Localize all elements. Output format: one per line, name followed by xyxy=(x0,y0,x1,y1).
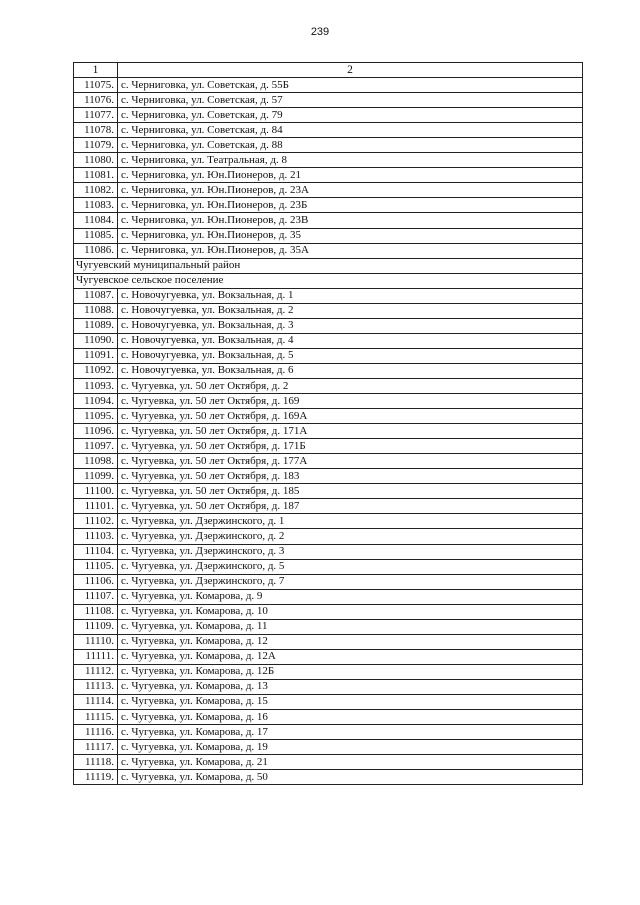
row-number: 11075. xyxy=(74,78,118,93)
row-address: с. Черниговка, ул. Советская, д. 55Б xyxy=(118,78,583,93)
table-row xyxy=(74,755,583,770)
table-row xyxy=(74,138,583,153)
row-address: с. Чугуевка, ул. Комарова, д. 19 xyxy=(118,740,583,755)
table-row xyxy=(74,710,583,725)
table-row xyxy=(74,740,583,755)
address-register-table xyxy=(73,62,583,785)
row-address: с. Черниговка, ул. Юн.Пионеров, д. 35А xyxy=(118,243,583,258)
row-address: с. Чугуевка, ул. 50 лет Октября, д. 187 xyxy=(118,499,583,514)
table-row xyxy=(74,694,583,709)
row-address: с. Черниговка, ул. Театральная, д. 8 xyxy=(118,153,583,168)
row-number: 11101. xyxy=(74,499,118,514)
row-address: с. Чугуевка, ул. Комарова, д. 12Б xyxy=(118,664,583,679)
table-row xyxy=(74,664,583,679)
table-row xyxy=(74,108,583,123)
row-number: 11115. xyxy=(74,710,118,725)
row-number: 11083. xyxy=(74,198,118,213)
row-address: с. Чугуевка, ул. 50 лет Октября, д. 177А xyxy=(118,454,583,469)
row-number: 11109. xyxy=(74,619,118,634)
row-number: 11081. xyxy=(74,168,118,183)
table-row xyxy=(74,409,583,424)
table-row xyxy=(74,318,583,333)
row-address: с. Чугуевка, ул. Дзержинского, д. 5 xyxy=(118,559,583,574)
table-body xyxy=(74,63,583,785)
section-heading-row xyxy=(74,273,583,288)
table-row xyxy=(74,424,583,439)
table-row xyxy=(74,303,583,318)
row-number: 11099. xyxy=(74,469,118,484)
row-address: с. Новочугуевка, ул. Вокзальная, д. 1 xyxy=(118,288,583,303)
row-number: 11098. xyxy=(74,454,118,469)
row-address: с. Чугуевка, ул. Комарова, д. 12 xyxy=(118,634,583,649)
row-address: с. Чугуевка, ул. 50 лет Октября, д. 169 xyxy=(118,394,583,409)
section-heading-row xyxy=(74,258,583,273)
row-address: с. Чугуевка, ул. Комарова, д. 10 xyxy=(118,604,583,619)
row-number: 11092. xyxy=(74,363,118,378)
table-row xyxy=(74,589,583,604)
row-address: с. Черниговка, ул. Юн.Пионеров, д. 23А xyxy=(118,183,583,198)
row-number: 11108. xyxy=(74,604,118,619)
row-number: 11100. xyxy=(74,484,118,499)
row-address: с. Чугуевка, ул. 50 лет Октября, д. 2 xyxy=(118,378,583,393)
row-address: с. Чугуевка, ул. Комарова, д. 15 xyxy=(118,694,583,709)
row-number: 11087. xyxy=(74,288,118,303)
row-number: 11086. xyxy=(74,243,118,258)
table-row xyxy=(74,649,583,664)
table-row xyxy=(74,153,583,168)
row-address: с. Чугуевка, ул. Комарова, д. 11 xyxy=(118,619,583,634)
row-address: с. Чугуевка, ул. Комарова, д. 17 xyxy=(118,725,583,740)
row-number: 11093. xyxy=(74,378,118,393)
table-row xyxy=(74,213,583,228)
row-address: с. Чугуевка, ул. Комарова, д. 16 xyxy=(118,710,583,725)
row-number: 11114. xyxy=(74,694,118,709)
row-address: с. Чугуевка, ул. Комарова, д. 13 xyxy=(118,679,583,694)
row-address: с. Черниговка, ул. Советская, д. 57 xyxy=(118,93,583,108)
table-row xyxy=(74,529,583,544)
table-row xyxy=(74,679,583,694)
column-header-number: 1 xyxy=(74,63,118,78)
row-number: 11082. xyxy=(74,183,118,198)
row-number: 11113. xyxy=(74,679,118,694)
table-row xyxy=(74,770,583,785)
section-heading: Чугуевское сельское поселение xyxy=(74,273,583,288)
row-number: 11102. xyxy=(74,514,118,529)
row-number: 11095. xyxy=(74,409,118,424)
table-row xyxy=(74,559,583,574)
row-number: 11104. xyxy=(74,544,118,559)
row-address: с. Черниговка, ул. Советская, д. 88 xyxy=(118,138,583,153)
row-address: с. Черниговка, ул. Юн.Пионеров, д. 23В xyxy=(118,213,583,228)
row-address: с. Чугуевка, ул. 50 лет Октября, д. 185 xyxy=(118,484,583,499)
row-number: 11079. xyxy=(74,138,118,153)
row-number: 11077. xyxy=(74,108,118,123)
row-number: 11106. xyxy=(74,574,118,589)
table-header-row xyxy=(74,63,583,78)
table-row xyxy=(74,439,583,454)
column-header-address: 2 xyxy=(118,63,583,78)
row-number: 11107. xyxy=(74,589,118,604)
table-row xyxy=(74,725,583,740)
table-row xyxy=(74,288,583,303)
row-number: 11088. xyxy=(74,303,118,318)
table-row xyxy=(74,499,583,514)
row-number: 11090. xyxy=(74,333,118,348)
row-address: с. Чугуевка, ул. Комарова, д. 50 xyxy=(118,770,583,785)
table-row xyxy=(74,484,583,499)
row-address: с. Новочугуевка, ул. Вокзальная, д. 6 xyxy=(118,363,583,378)
row-address: с. Черниговка, ул. Советская, д. 84 xyxy=(118,123,583,138)
table-row xyxy=(74,123,583,138)
row-number: 11084. xyxy=(74,213,118,228)
table-row xyxy=(74,544,583,559)
row-address: с. Черниговка, ул. Юн.Пионеров, д. 21 xyxy=(118,168,583,183)
row-address: с. Новочугуевка, ул. Вокзальная, д. 2 xyxy=(118,303,583,318)
table-row xyxy=(74,574,583,589)
table-row xyxy=(74,243,583,258)
row-number: 11091. xyxy=(74,348,118,363)
table-row xyxy=(74,454,583,469)
row-address: с. Чугуевка, ул. Комарова, д. 9 xyxy=(118,589,583,604)
row-number: 11103. xyxy=(74,529,118,544)
row-number: 11110. xyxy=(74,634,118,649)
table-row xyxy=(74,619,583,634)
row-number: 11076. xyxy=(74,93,118,108)
table-row xyxy=(74,198,583,213)
row-address: с. Чугуевка, ул. 50 лет Октября, д. 171Б xyxy=(118,439,583,454)
row-address: с. Новочугуевка, ул. Вокзальная, д. 3 xyxy=(118,318,583,333)
row-number: 11096. xyxy=(74,424,118,439)
row-number: 11117. xyxy=(74,740,118,755)
row-address: с. Чугуевка, ул. Комарова, д. 21 xyxy=(118,755,583,770)
table-row xyxy=(74,394,583,409)
row-number: 11119. xyxy=(74,770,118,785)
row-number: 11116. xyxy=(74,725,118,740)
table-row xyxy=(74,168,583,183)
table-row xyxy=(74,78,583,93)
row-address: с. Чугуевка, ул. Комарова, д. 12А xyxy=(118,649,583,664)
row-number: 11080. xyxy=(74,153,118,168)
table-row xyxy=(74,348,583,363)
table-row xyxy=(74,604,583,619)
table-row xyxy=(74,93,583,108)
row-number: 11111. xyxy=(74,649,118,664)
row-address: с. Черниговка, ул. Советская, д. 79 xyxy=(118,108,583,123)
table-row xyxy=(74,469,583,484)
row-address: с. Чугуевка, ул. Дзержинского, д. 3 xyxy=(118,544,583,559)
row-address: с. Новочугуевка, ул. Вокзальная, д. 5 xyxy=(118,348,583,363)
row-address: с. Чугуевка, ул. Дзержинского, д. 7 xyxy=(118,574,583,589)
table-row xyxy=(74,183,583,198)
page-number: 239 xyxy=(310,26,330,38)
table-row xyxy=(74,378,583,393)
row-number: 11097. xyxy=(74,439,118,454)
row-address: с. Чугуевка, ул. 50 лет Октября, д. 171А xyxy=(118,424,583,439)
row-address: с. Чугуевка, ул. 50 лет Октября, д. 169А xyxy=(118,409,583,424)
section-heading: Чугуевский муниципальный район xyxy=(74,258,583,273)
row-number: 11085. xyxy=(74,228,118,243)
table-row xyxy=(74,333,583,348)
table-row xyxy=(74,634,583,649)
table-row xyxy=(74,514,583,529)
row-number: 11105. xyxy=(74,559,118,574)
table-row xyxy=(74,363,583,378)
table-row xyxy=(74,228,583,243)
row-address: с. Черниговка, ул. Юн.Пионеров, д. 23Б xyxy=(118,198,583,213)
row-address: с. Чугуевка, ул. 50 лет Октября, д. 183 xyxy=(118,469,583,484)
row-address: с. Чугуевка, ул. Дзержинского, д. 2 xyxy=(118,529,583,544)
row-address: с. Чугуевка, ул. Дзержинского, д. 1 xyxy=(118,514,583,529)
row-address: с. Новочугуевка, ул. Вокзальная, д. 4 xyxy=(118,333,583,348)
row-number: 11078. xyxy=(74,123,118,138)
row-number: 11118. xyxy=(74,755,118,770)
row-number: 11094. xyxy=(74,394,118,409)
row-address: с. Черниговка, ул. Юн.Пионеров, д. 35 xyxy=(118,228,583,243)
row-number: 11112. xyxy=(74,664,118,679)
row-number: 11089. xyxy=(74,318,118,333)
